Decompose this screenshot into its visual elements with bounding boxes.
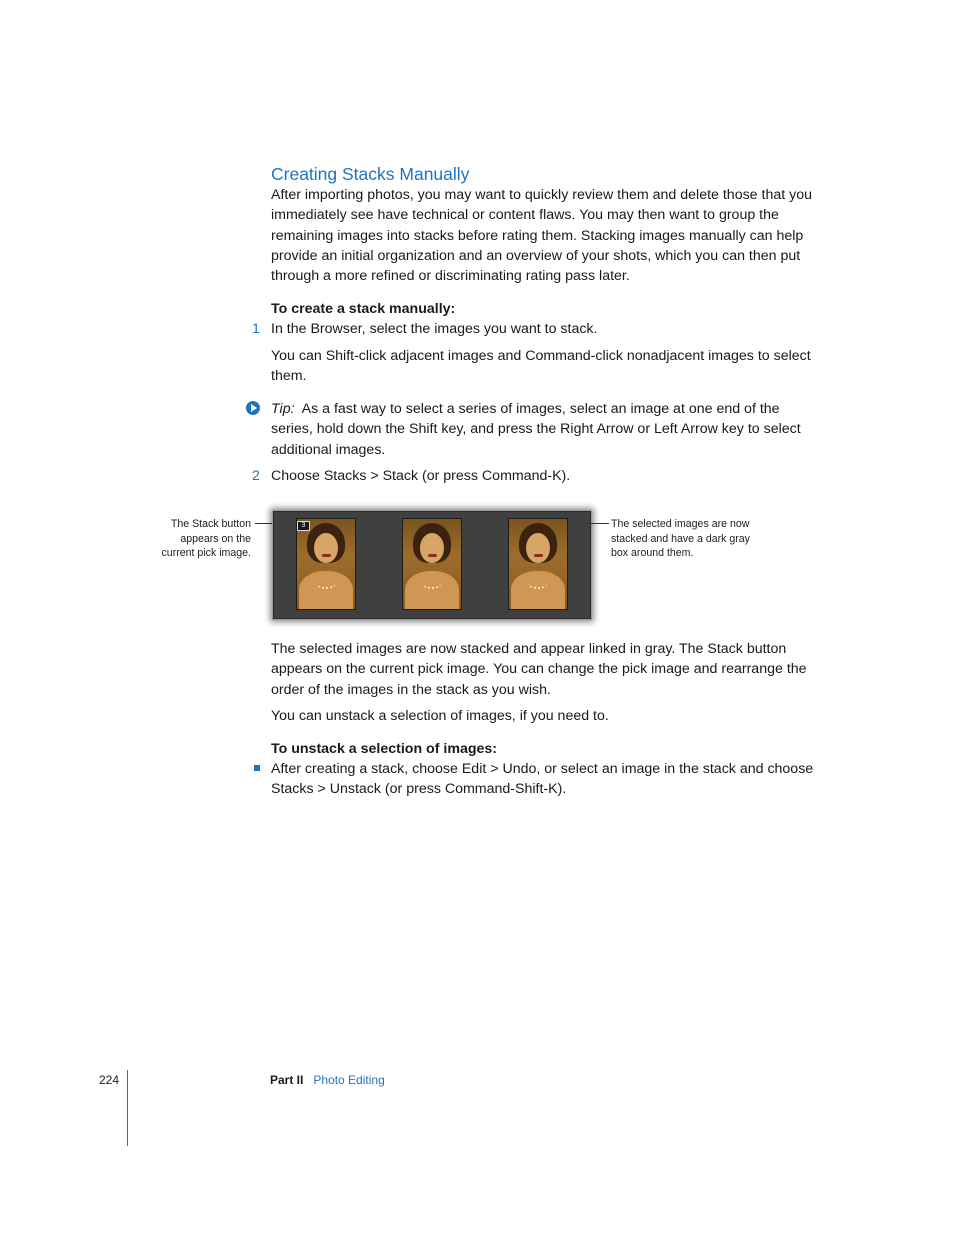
tip-paragraph — [271, 399, 823, 460]
create-stack-heading: To create a stack manually: — [271, 301, 456, 317]
unstack-bullet-text: After creating a stack, choose Edit > Undo, or select an image in the stack and choose Stacks > Unstack (or press Command-Shift-K). — [271, 761, 814, 798]
callout-right-leader — [586, 523, 609, 524]
stack-strip — [272, 510, 592, 620]
stack-image-1[interactable] — [297, 519, 355, 609]
bullet-square-icon — [254, 765, 260, 771]
step-1-detail: You can Shift-click adjacent images and Command-click nonadjacent images to select them. — [271, 348, 811, 385]
unstack-intro-paragraph: You can unstack a selection of images, if you need to. — [271, 708, 609, 724]
after-figure-paragraph: The selected images are now stacked and appear linked in gray. The Stack button appears on the current pick image. You can change the pick image and rearrange the order of the images in the stack as you wish. — [271, 641, 807, 698]
callout-left: The Stack button appears on the current pick image. — [161, 518, 251, 559]
stack-image-3[interactable] — [509, 519, 567, 609]
intro-paragraph: After importing photos, you may want to quickly review them and delete those that you immediately see have technical or content flaws. You may then want to group the remaining images into stacks before rating them. Stacking images manually can help provide an initial organization and an overview of your shots, which you can then put through a more refined or discriminating rating pass later. — [271, 187, 812, 285]
stack-button[interactable]: 3 — [297, 521, 310, 531]
footer-part-label: Part II — [270, 1073, 304, 1087]
unstack-heading: To unstack a selection of images: — [271, 741, 498, 757]
tip-text: As a fast way to select a series of images, select an image at one end of the series, hold down the Shift key, and press the Right Arrow or Left Arrow key to select additional images. — [271, 401, 801, 458]
step-2-number: 2 — [252, 468, 260, 484]
page-number: 224 — [99, 1073, 120, 1087]
step-2-text: Choose Stacks > Stack (or press Command-K). — [271, 468, 571, 484]
footer-section-link[interactable]: Photo Editing — [313, 1073, 385, 1087]
tip-arrow-icon — [246, 401, 260, 415]
step-1-text: In the Browser, select the images you want to stack. — [271, 321, 598, 337]
step-1-number: 1 — [252, 321, 260, 337]
footer-part — [270, 1072, 385, 1088]
stack-image-2[interactable] — [403, 519, 461, 609]
footer-divider — [127, 1070, 128, 1146]
callout-right: The selected images are now stacked and have a dark gray box around them. — [611, 518, 750, 559]
section-title: Creating Stacks Manually — [271, 164, 470, 184]
tip-label: Tip: — [271, 401, 295, 417]
